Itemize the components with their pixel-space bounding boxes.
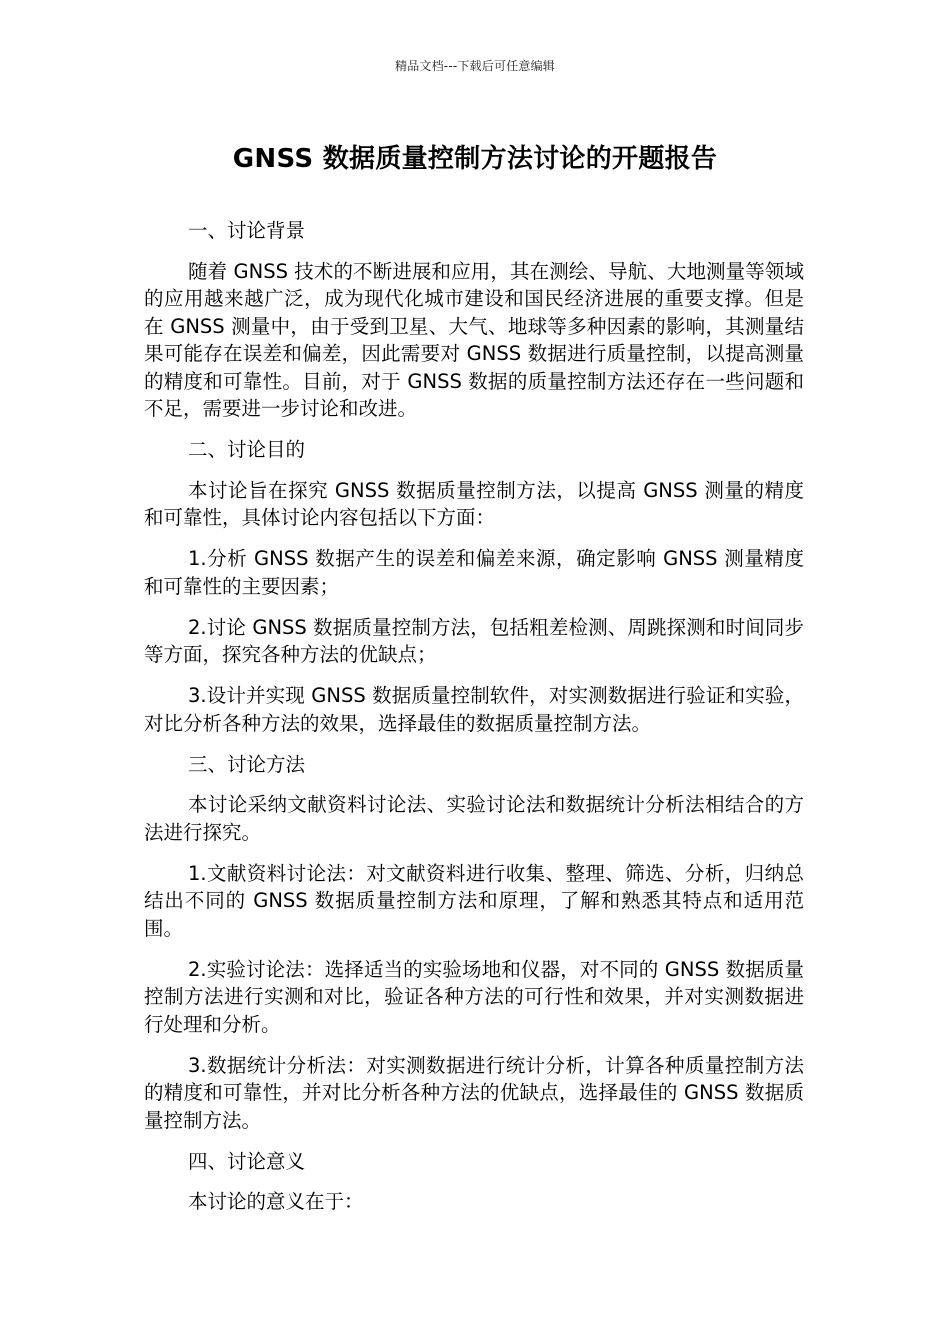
document-title: GNSS 数据质量控制方法讨论的开题报告 <box>232 144 718 174</box>
paragraph-background: 随着 GNSS 技术的不断进展和应用，其在测绘、导航、大地测量等领域的应用越来越广泛，成为现代化城市建设和国民经济进展的重要支撑。但是在 GNSS 测量中，由于受到卫星、大气、地球等多种因素的影响，其测量结果可能存在误差和偏差，因此需要对 GNSS 数据进行质量控制，以提高测量的精度和可靠性。目前，对于 GNSS 数据的质量控制方法还存在一些问题和不足，需要进一步讨论和改进。 <box>144 259 804 420</box>
section-heading-methods: 三、讨论方法 <box>188 752 306 776</box>
paragraph-methods-item-2: 2.实验讨论法：选择适当的实验场地和仪器，对不同的 GNSS 数据质量控制方法进行实测和对比，验证各种方法的可行性和效果，并对实测数据进行处理和分析。 <box>144 957 804 1036</box>
paragraph-purpose-item-1: 1.分析 GNSS 数据产生的误差和偏差来源，确定影响 GNSS 测量精度和可靠性的主要因素； <box>144 547 804 598</box>
paragraph-purpose-intro: 本讨论旨在探究 GNSS 数据质量控制方法，以提高 GNSS 测量的精度和可靠性，具体讨论内容包括以下方面： <box>144 478 804 529</box>
section-heading-significance: 四、讨论意义 <box>188 1149 306 1173</box>
section-heading-purpose: 二、讨论目的 <box>188 438 306 461</box>
paragraph-methods-intro: 本讨论采纳文献资料讨论法、实验讨论法和数据统计分析法相结合的方法进行探究。 <box>144 793 804 844</box>
section-heading-background: 一、讨论背景 <box>188 219 306 242</box>
paragraph-purpose-item-2: 2.讨论 GNSS 数据质量控制方法，包括粗差检测、周跳探测和时间同步等方面，探究各种方法的优缺点； <box>144 615 804 666</box>
paragraph-methods-item-1: 1.文献资料讨论法：对文献资料进行收集、整理、筛选、分析，归纳总结出不同的 GNSS 数据质量控制方法和原理，了解和熟悉其特点和适用范围。 <box>144 861 804 940</box>
paragraph-significance-intro: 本讨论的意义在于： <box>188 1190 364 1213</box>
header-note: 精品文档---下载后可任意编辑 <box>395 59 555 73</box>
document-body <box>144 217 804 1229</box>
paragraph-purpose-item-3: 3.设计并实现 GNSS 数据质量控制软件，对实测数据进行验证和实验，对比分析各种方法的效果，选择最佳的数据质量控制方法。 <box>144 684 804 735</box>
paragraph-methods-item-3: 3.数据统计分析法：对实测数据进行统计分析，计算各种质量控制方法的精度和可靠性，并对比分析各种方法的优缺点，选择最佳的 GNSS 数据质量控制方法。 <box>144 1053 804 1132</box>
